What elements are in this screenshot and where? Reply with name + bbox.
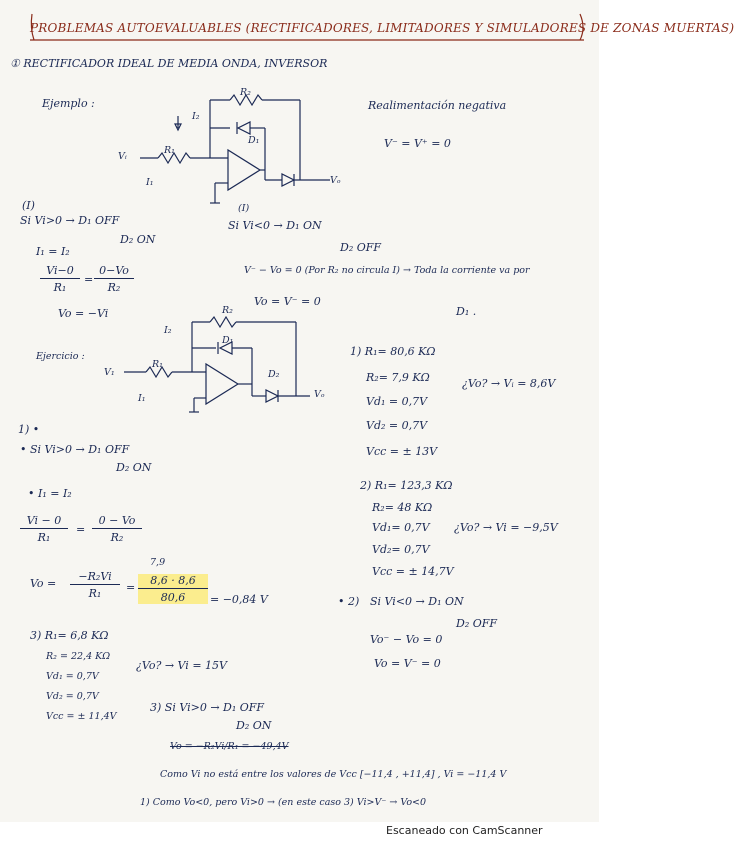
sol3-struck-equation: Vo = −R₂Vi/R₁ = −49,4V bbox=[170, 741, 289, 752]
p2-r2: R₂= 48 KΩ bbox=[372, 501, 433, 514]
sol3-condition-d2: D₂ ON bbox=[236, 719, 272, 732]
sol1-eq-currents: • I₁ = I₂ bbox=[28, 487, 72, 500]
exercise-label: Ejercicio : bbox=[36, 351, 85, 362]
case1-condition: Si Vi>0 → D₁ OFF bbox=[20, 214, 120, 227]
circuit1-vi: Vᵢ bbox=[118, 151, 127, 162]
sol1-vo-lhs: Vo = bbox=[30, 577, 57, 590]
p1-vd1: Vd₁ = 0,7V bbox=[366, 395, 428, 408]
page-title: PROBLEMAS AUTOEVALUABLES (RECTIFICADORES, LIMITADORES Y SIMULADORES DE ZONAS MUERTAS) bbox=[30, 21, 734, 35]
p1-question: ¿Vo? → Vᵢ = 8,6V bbox=[462, 377, 556, 390]
sol2-eq1: Vo⁻ − Vo = 0 bbox=[370, 633, 443, 646]
p1-vd2: Vd₂ = 0,7V bbox=[366, 419, 428, 432]
case1-label: (I) bbox=[22, 199, 35, 212]
p1-vcc: Vcc = ± 13V bbox=[366, 445, 438, 458]
sol1-condition-d2: D₂ ON bbox=[116, 461, 152, 474]
scanner-watermark: Escaneado con CamScanner bbox=[386, 824, 543, 837]
note-conclusion: 1) Como Vo<0, pero Vi>0 → (en este caso 3) Vi>V⁻ → Vo<0 bbox=[140, 797, 427, 808]
case1-equals: = bbox=[84, 273, 94, 286]
realim-equation: V⁻ = V⁺ = 0 bbox=[384, 137, 451, 150]
sol1-sub-top: 7,9 bbox=[150, 557, 166, 568]
sol1-vo-frac: $\frac{\text{−R₂Vi}}{\text{R₁}}$ bbox=[70, 570, 120, 600]
p3-r2: R₂ = 22,4 KΩ bbox=[46, 651, 111, 662]
circuit2-d1: D₁ bbox=[222, 335, 234, 346]
note-vcc-range: Como Vi no está entre los valores de Vcc [−11,4 , +11,4] , Vi = −11,4 V bbox=[160, 769, 507, 780]
case2-explanation: V⁻ − Vo = 0 (Por R₂ no circula I) → Toda la corriente va por bbox=[244, 265, 530, 276]
sol1-equals-2: = bbox=[126, 581, 136, 594]
circuit1-vo: Vₒ bbox=[330, 175, 341, 186]
circuit1-r2: R₂ bbox=[240, 87, 251, 98]
p2-question: ¿Vo? → Vi = −9,5V bbox=[454, 521, 558, 534]
sol2-condition-d2: D₂ OFF bbox=[456, 617, 498, 630]
example-label: Ejemplo : bbox=[42, 97, 95, 110]
sol1-sub-frac: $\frac{8,6 \cdot 8,6}{80,6}$ bbox=[138, 574, 208, 604]
sol2-eq2: Vo = V⁻ = 0 bbox=[374, 657, 441, 670]
p2-vd2: Vd₂= 0,7V bbox=[372, 543, 430, 556]
sol1-label: 1) • bbox=[18, 423, 40, 436]
p2-vd1: Vd₁= 0,7V bbox=[372, 521, 430, 534]
case2-explanation-end: D₁ . bbox=[456, 305, 477, 318]
p3-question: ¿Vo? → Vi = 15V bbox=[136, 659, 227, 672]
circuit2-i1: I₁ bbox=[138, 393, 146, 404]
case2-result: Vo = V⁻ = 0 bbox=[254, 295, 321, 308]
sol1-condition: • Si Vi>0 → D₁ OFF bbox=[20, 443, 130, 456]
circuit2-vo: Vₒ bbox=[314, 389, 325, 400]
sol2-condition: Si Vi<0 → D₁ ON bbox=[370, 595, 464, 608]
circuit2-d2: D₂ bbox=[268, 369, 280, 380]
sol1-equals: = bbox=[76, 523, 86, 536]
p3-vd1: Vd₁ = 0,7V bbox=[46, 671, 99, 682]
circuit1-i1: I₁ bbox=[146, 177, 154, 188]
circuit2-vi: V₁ bbox=[104, 367, 115, 378]
p3-r1: 3) R₁= 6,8 KΩ bbox=[30, 629, 109, 642]
case1-frac-left: $\frac{Vi-0}{\text{R₁}}$ bbox=[40, 264, 80, 294]
circuit2-r2: R₂ bbox=[222, 305, 233, 316]
circuit-diagram-1 bbox=[110, 88, 350, 218]
section-heading: ① RECTIFICADOR IDEAL DE MEDIA ONDA, INVERSOR bbox=[10, 57, 328, 70]
case1-eq-currents: I₁ = I₂ bbox=[36, 245, 70, 258]
p3-vcc: Vcc = ± 11,4V bbox=[46, 711, 117, 722]
case2-condition: Si Vi<0 → D₁ ON bbox=[228, 219, 322, 232]
realim-title: Realimentación negativa bbox=[368, 99, 507, 112]
circuit2-i2: I₂ bbox=[164, 325, 172, 336]
case1-condition-d2: D₂ ON bbox=[120, 233, 156, 246]
p2-r1: 2) R₁= 123,3 KΩ bbox=[360, 479, 453, 492]
p2-vcc: Vcc = ± 14,7V bbox=[372, 565, 454, 578]
circuit2-r1: R₁ bbox=[152, 359, 163, 370]
circuit1-d1: D₁ bbox=[248, 135, 260, 146]
title-underline bbox=[28, 10, 588, 46]
circuit1-i2: I₂ bbox=[192, 111, 200, 122]
sol1-result: = −0,84 V bbox=[210, 593, 268, 606]
case1-result: Vo = −Vi bbox=[58, 307, 109, 320]
case2-condition-d2: D₂ OFF bbox=[340, 241, 382, 254]
sol1-frac-right: $\frac{0 - Vo}{\text{R₂}}$ bbox=[92, 514, 142, 544]
p3-vd2: Vd₂ = 0,7V bbox=[46, 691, 99, 702]
p1-r1: 1) R₁= 80,6 KΩ bbox=[350, 345, 436, 358]
case1-frac-right: $\frac{0-Vo}{\text{R₂}}$ bbox=[94, 264, 134, 294]
p1-r2: R₂= 7,9 KΩ bbox=[366, 371, 430, 384]
sol3-condition: 3) Si Vi>0 → D₁ OFF bbox=[150, 701, 265, 714]
sol2-label: • 2) bbox=[338, 595, 360, 608]
sol1-frac-left: $\frac{Vi - 0}{\text{R₁}}$ bbox=[20, 514, 68, 544]
circuit1-r1: R₁ bbox=[164, 145, 175, 156]
circuit1-mark: (I) bbox=[238, 203, 250, 214]
